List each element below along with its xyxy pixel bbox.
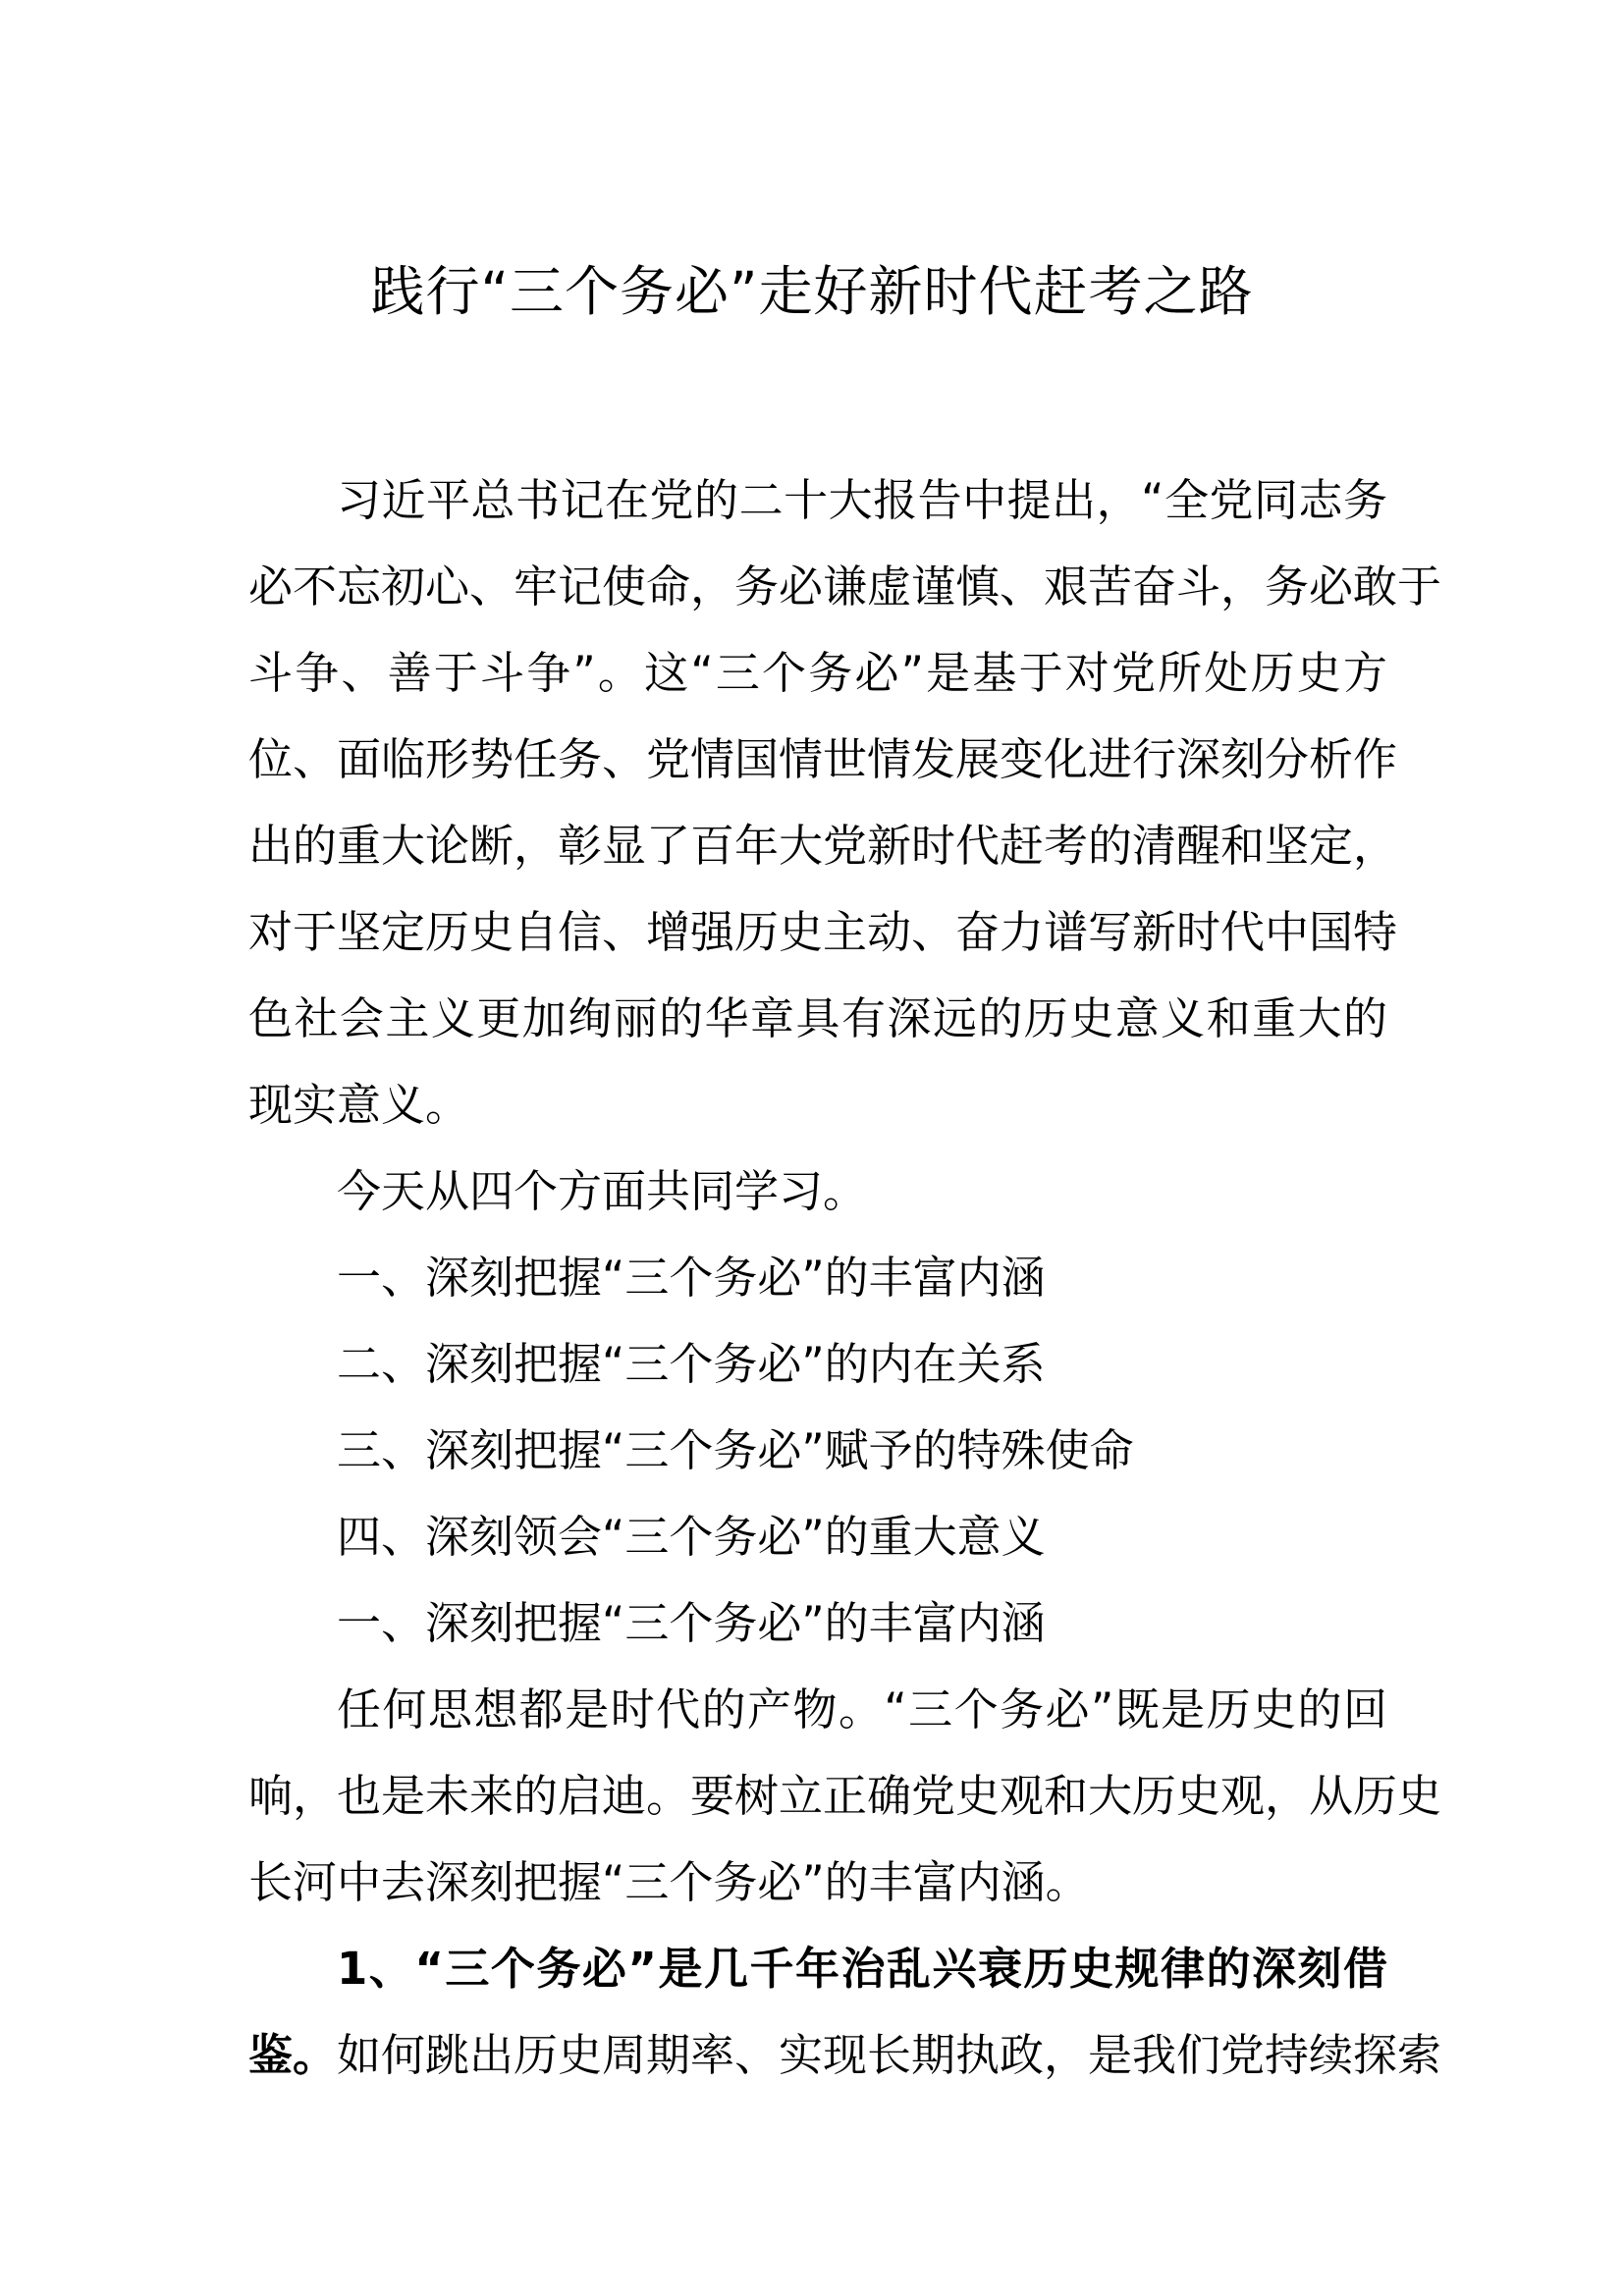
document-title: 践行“三个务必”走好新时代赶考之路	[370, 260, 1254, 323]
subsection-heading: 1、“三个务必”是几千年治乱兴衰历史规律的深刻借	[337, 1943, 1387, 1995]
subsection-heading-end: 鉴。	[248, 2029, 338, 2081]
outline-item-4: 四、深刻领会“三个务必”的重大意义	[337, 1511, 1046, 1563]
text-line: 斗争、善于斗争”。这“三个务必”是基于对党所处历史方	[248, 647, 1387, 699]
text-line: 长河中去深刻把握“三个务必”的丰富内涵。	[248, 1856, 1090, 1908]
text-line: 对于坚定历史自信、增强历史主动、奋力谱写新时代中国特	[248, 906, 1398, 958]
text-line: 出的重大论断，彰显了百年大党新时代赶考的清醒和坚定，	[248, 820, 1398, 872]
text-line: 色社会主义更加绚丽的华章具有深远的历史意义和重大的	[248, 992, 1387, 1044]
text-line: 任何思想都是时代的产物。“三个务必”既是历史的回	[337, 1683, 1387, 1735]
paragraph-intro	[248, 457, 1442, 1148]
outline-item-3: 三、深刻把握“三个务必”赋予的特殊使命	[337, 1424, 1134, 1476]
text-run: 如何跳出历史周期率、实现长期执政，是我们党持续探索	[337, 2029, 1442, 2081]
text-line	[248, 2012, 1442, 2099]
text-line: 位、面临形势任务、党情国情世情发展变化进行深刻分析作	[248, 733, 1398, 785]
text-line: 现实意义。	[248, 1079, 470, 1131]
outline-item-2: 二、深刻把握“三个务必”的内在关系	[337, 1338, 1046, 1390]
section-heading-1: 一、深刻把握“三个务必”的丰富内涵	[337, 1597, 1046, 1649]
paragraph-outline-intro: 今天从四个方面共同学习。	[337, 1165, 868, 1217]
outline-item-1: 一、深刻把握“三个务必”的丰富内涵	[337, 1252, 1046, 1304]
paragraph-section-1	[248, 1667, 1442, 1926]
document-body	[248, 457, 1442, 2099]
paragraph-subsection-1	[248, 1926, 1442, 2099]
text-line: 必不忘初心、牢记使命，务必谦虚谨慎、艰苦奋斗，务必敢于	[248, 561, 1442, 613]
text-line: 习近平总书记在党的二十大报告中提出，“全党同志务	[337, 474, 1387, 526]
text-line: 响，也是未来的启迪。要树立正确党史观和大历史观，从历史	[248, 1770, 1442, 1822]
